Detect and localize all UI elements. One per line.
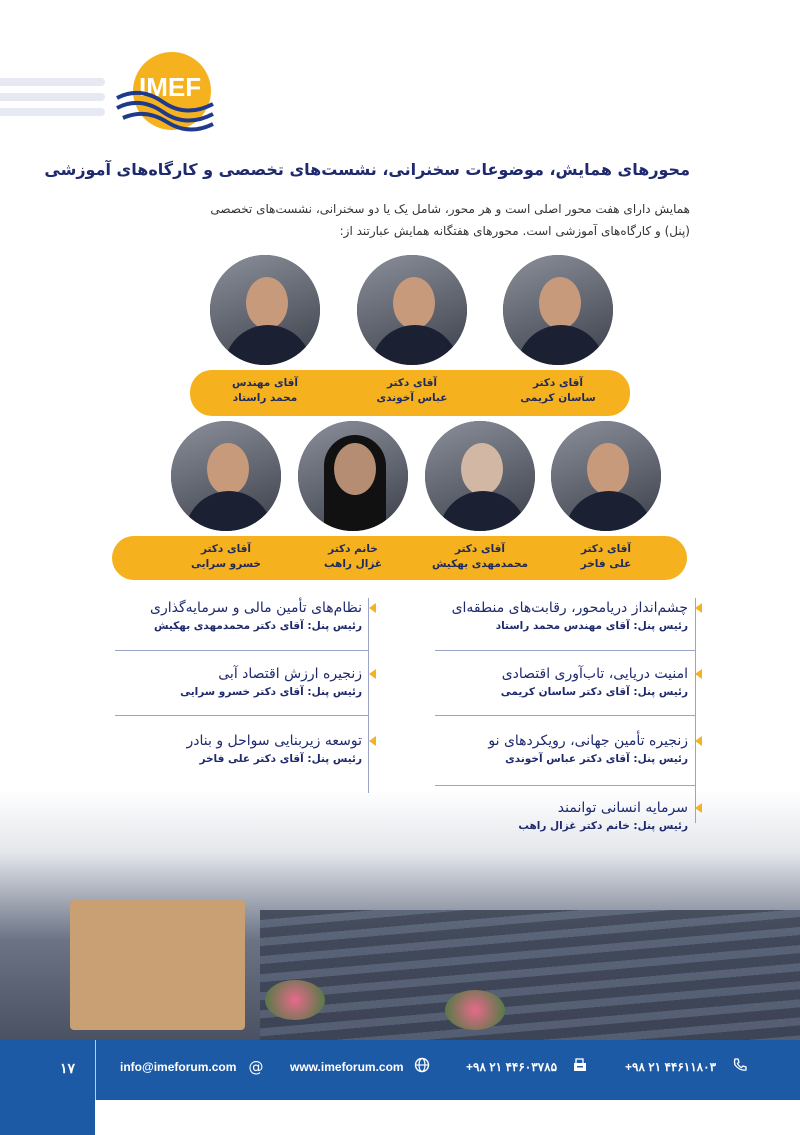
topic-separator (115, 715, 368, 716)
topic-item (102, 664, 362, 700)
speaker-caption (295, 542, 411, 572)
email-link[interactable]: info@imeforum.com (120, 1060, 237, 1074)
topic-divider-right (695, 598, 696, 823)
website-link[interactable]: www.imeforum.com (290, 1060, 404, 1074)
speaker-caption (548, 542, 664, 572)
speaker-name: محمد راستاد (232, 392, 298, 404)
fax-number: +۹۸ ۲۱ ۴۴۶۰۳۷۸۵ (466, 1060, 558, 1074)
speaker-name: ساسان کریمی (520, 392, 596, 404)
bullet-arrow-icon (369, 603, 376, 613)
topic-chair: رئیس پنل: آقای دکتر محمدمهدی بهکیش (154, 620, 362, 632)
speaker-photo (422, 418, 538, 534)
topic-item (102, 731, 362, 767)
topic-item (102, 598, 362, 634)
bullet-arrow-icon (695, 803, 702, 813)
topic-chair: رئیس پنل: آقای مهندس محمد راستاد (495, 620, 688, 632)
globe-icon (412, 1057, 432, 1077)
topic-title: زنجیره ارزش اقتصاد آبی (218, 666, 362, 682)
page-number: ۱۷ (60, 1060, 76, 1076)
phone-icon (730, 1057, 750, 1077)
topic-item (388, 598, 688, 634)
topic-separator (115, 650, 368, 651)
topic-divider-left (368, 598, 369, 793)
speaker-name: خسرو سرایی (191, 558, 261, 570)
topic-title: امنیت دریایی، تاب‌آوری اقتصادی (501, 666, 688, 682)
speaker-caption (207, 376, 323, 406)
topic-title: توسعه زیربنایی سواحل و بنادر (186, 733, 362, 749)
speaker-title: آقای دکتر (532, 377, 583, 389)
topic-chair: رئیس پنل: آقای دکتر ساسان کریمی (500, 686, 688, 698)
bullet-arrow-icon (695, 669, 702, 679)
topic-title: نظام‌های تأمین مالی و سرمایه‌گذاری (150, 600, 362, 616)
intro-paragraph: همایش دارای هفت محور اصلی است و هر محور، شامل یک یا دو سخنرانی، نشست‌های تخصصی (پنل) و کارگاه‌های آموزشی است. محورهای هفتگانه همایش عبارتند از: (210, 202, 690, 238)
footer-tab (0, 1100, 95, 1135)
speaker-title: آقای دکتر (454, 543, 505, 555)
topic-separator (435, 785, 695, 786)
speaker-caption (168, 542, 284, 572)
speaker-caption (418, 542, 542, 572)
bullet-arrow-icon (369, 669, 376, 679)
speaker-title: خانم دکتر (328, 543, 378, 555)
bullet-arrow-icon (369, 736, 376, 746)
bullet-arrow-icon (695, 603, 702, 613)
speaker-name: محمدمهدی بهکیش (431, 558, 529, 570)
page-title: محورهای همایش، موضوعات سخنرانی، نشست‌های تخصصی و کارگاه‌های آموزشی (44, 160, 690, 179)
speaker-title: آقای مهندس (232, 377, 298, 389)
topic-chair: رئیس پنل: خانم دکتر غزال راهب (518, 820, 688, 832)
topic-separator (435, 715, 695, 716)
speaker-title: آقای دکتر (200, 543, 251, 555)
speaker-photo (168, 418, 284, 534)
topic-chair: رئیس پنل: آقای دکتر علی فاخر (199, 753, 362, 765)
imef-logo (115, 52, 215, 132)
footer-divider (95, 1040, 96, 1100)
speaker-name: غزال راهب (323, 558, 383, 570)
speaker-photo (500, 252, 616, 368)
topic-chair: رئیس پنل: آقای دکتر خسرو سرایی (180, 686, 362, 698)
speaker-photo (548, 418, 664, 534)
phone-number: +۹۸ ۲۱ ۴۴۶۱۱۸۰۳ (625, 1060, 717, 1074)
topic-item (388, 798, 688, 834)
speaker-name: علی فاخر (580, 558, 632, 570)
speaker-photo (207, 252, 323, 368)
decorative-lines (0, 78, 105, 123)
topic-title: چشم‌انداز دریامحور، رقابت‌های منطقه‌ای (451, 600, 688, 616)
speaker-photo (354, 252, 470, 368)
speaker-title: آقای دکتر (580, 543, 631, 555)
speaker-photo (295, 418, 411, 534)
topic-separator (435, 650, 695, 651)
topic-title: سرمایه انسانی توانمند (557, 800, 688, 816)
speaker-title: آقای دکتر (386, 377, 437, 389)
at-icon: @ (248, 1058, 264, 1076)
speaker-name: عباس آخوندی (376, 392, 448, 404)
speaker-caption (354, 376, 470, 406)
topic-item (388, 731, 688, 767)
logo-waves-icon (115, 82, 215, 132)
topic-title: زنجیره تأمین جهانی، رویکردهای نو (488, 733, 688, 749)
logo-text: IMEF (139, 72, 202, 102)
fax-icon (570, 1057, 590, 1077)
bullet-arrow-icon (695, 736, 702, 746)
footer-bar (0, 1040, 800, 1100)
topic-item (388, 664, 688, 700)
speaker-caption (500, 376, 616, 406)
topic-chair: رئیس پنل: آقای دکتر عباس آخوندی (505, 753, 688, 765)
